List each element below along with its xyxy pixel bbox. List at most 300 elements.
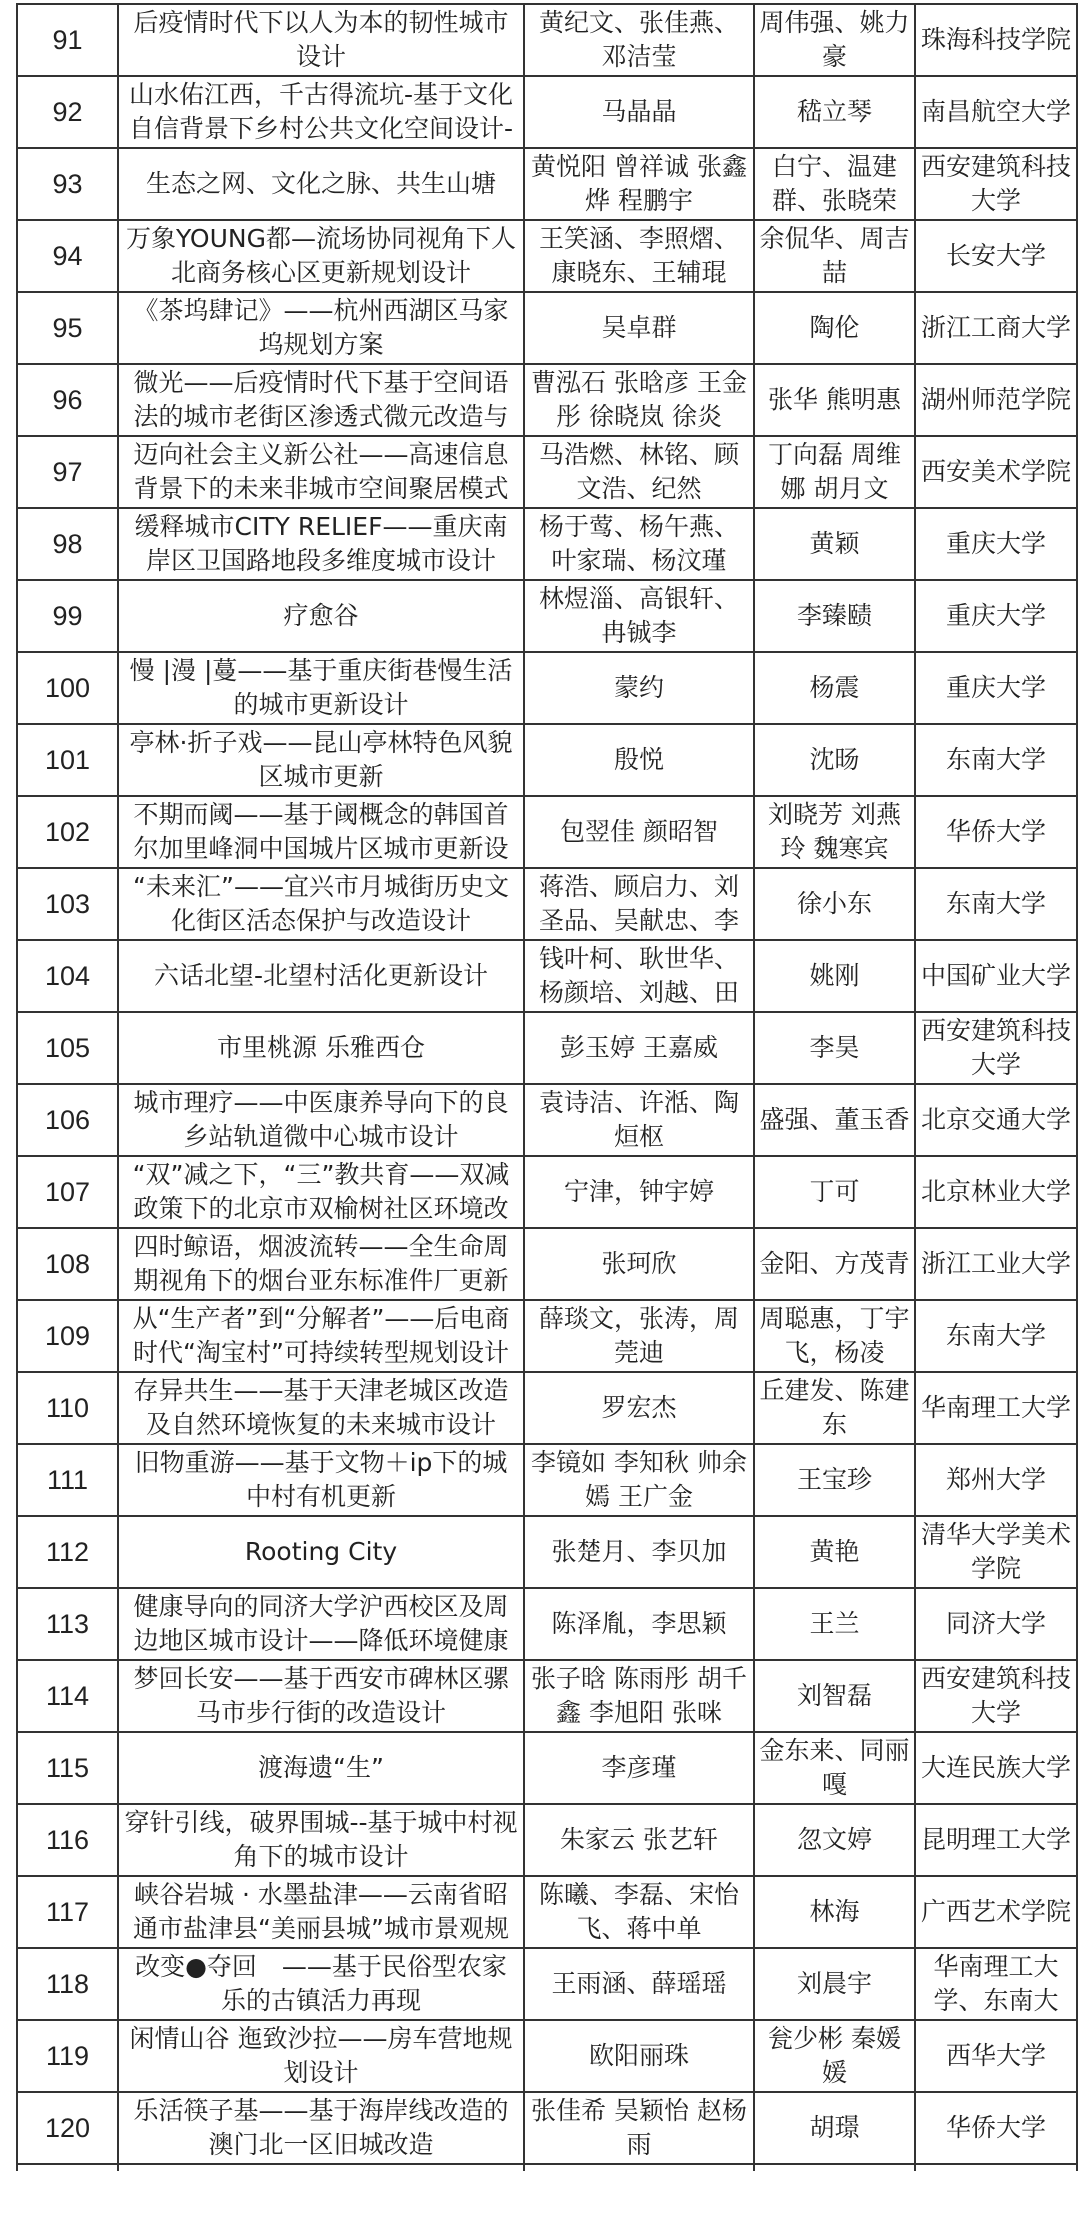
table-row bbox=[17, 724, 1077, 796]
row-number: 107 bbox=[44, 1177, 91, 1207]
student-names-cell bbox=[524, 1948, 754, 2020]
advisor-names: 张华 熊明惠 bbox=[768, 385, 901, 414]
row-number: 94 bbox=[52, 241, 83, 271]
advisor-names-cell bbox=[754, 1516, 915, 1588]
student-names-cell bbox=[524, 1516, 754, 1588]
project-title-cell bbox=[118, 1732, 524, 1804]
school-name-cell bbox=[915, 76, 1077, 148]
student-names: 罗宏杰 bbox=[601, 1393, 677, 1422]
project-title-cell bbox=[118, 76, 524, 148]
row-number-cell bbox=[17, 1084, 118, 1156]
award-list-table bbox=[16, 3, 1078, 2171]
row-number: 106 bbox=[44, 1105, 91, 1135]
project-title: 山水佑江西，千古得流坑-基于文化自信背景下乡村公共文化空间设计- bbox=[128, 80, 514, 143]
advisor-names-cell bbox=[754, 4, 915, 76]
student-names-cell bbox=[524, 1228, 754, 1300]
advisor-names-cell bbox=[754, 1372, 915, 1444]
advisor-names: 杨震 bbox=[809, 673, 860, 702]
project-title-cell bbox=[118, 148, 524, 220]
school-name: 北京林业大学 bbox=[920, 1177, 1071, 1206]
table-row bbox=[17, 2092, 1077, 2164]
student-names: 彭玉婷 王嘉威 bbox=[560, 1033, 718, 1062]
project-title-cell bbox=[118, 220, 524, 292]
table-row bbox=[17, 2020, 1077, 2092]
school-name: 东南大学 bbox=[945, 1321, 1046, 1350]
student-names-cell bbox=[524, 2092, 754, 2164]
row-number: 93 bbox=[52, 169, 83, 199]
project-title: 从“生产者”到“分解者”——后电商时代“淘宝村”可持续转型规划设计 bbox=[132, 1304, 510, 1367]
project-title: 存异共生——基于天津老城区改造及自然环境恢复的未来城市设计 bbox=[133, 1376, 509, 1439]
student-names-cell bbox=[524, 148, 754, 220]
student-names: 王笑涵、李照熠、康晓东、王辅琨 bbox=[538, 224, 739, 287]
table-row bbox=[17, 1948, 1077, 2020]
row-number: 119 bbox=[45, 2041, 90, 2071]
table-row bbox=[17, 652, 1077, 724]
advisor-names-cell bbox=[754, 868, 915, 940]
student-names-cell bbox=[524, 436, 754, 508]
school-name: 大连民族大学 bbox=[920, 1753, 1071, 1782]
row-number-cell bbox=[17, 1948, 118, 2020]
row-number: 101 bbox=[44, 745, 91, 775]
project-title: 城市理疗——中医康养导向下的良乡站轨道微中心城市设计 bbox=[133, 1088, 509, 1151]
advisor-names: 金东来、同丽嘎 bbox=[759, 1736, 910, 1799]
advisor-names-cell bbox=[754, 652, 915, 724]
partial-cell bbox=[754, 2164, 915, 2171]
student-names: 杨于莺、杨午燕、叶家瑞、杨汶瑾 bbox=[538, 512, 739, 575]
table-row bbox=[17, 868, 1077, 940]
school-name: 华南理工大学 bbox=[920, 1393, 1071, 1422]
table-row bbox=[17, 1660, 1077, 1732]
project-title-cell bbox=[118, 1948, 524, 2020]
school-name-cell bbox=[915, 508, 1077, 580]
table-row bbox=[17, 940, 1077, 1012]
project-title: 疗愈谷 bbox=[283, 601, 359, 630]
row-number: 98 bbox=[52, 529, 83, 559]
school-name-cell bbox=[915, 1084, 1077, 1156]
school-name: 华侨大学 bbox=[945, 817, 1046, 846]
school-name-cell bbox=[915, 220, 1077, 292]
advisor-names: 林海 bbox=[809, 1897, 860, 1926]
project-title: 万象YOUNG都—流场协同视角下人北商务核心区更新规划设计 bbox=[126, 224, 516, 287]
project-title-cell bbox=[118, 868, 524, 940]
table-row bbox=[17, 1372, 1077, 1444]
project-title-cell bbox=[118, 1012, 524, 1084]
advisor-names: 嵇立琴 bbox=[796, 97, 872, 126]
student-names: 马浩燃、林铭、顾文浩、纪然 bbox=[538, 440, 739, 503]
table-row bbox=[17, 1228, 1077, 1300]
row-number-cell bbox=[17, 4, 118, 76]
row-number: 112 bbox=[45, 1537, 90, 1567]
school-name-cell bbox=[915, 2092, 1077, 2164]
student-names-cell bbox=[524, 1876, 754, 1948]
school-name: 西安建筑科技大学 bbox=[920, 1016, 1071, 1079]
student-names-cell bbox=[524, 76, 754, 148]
project-title-cell bbox=[118, 1588, 524, 1660]
student-names: 张子晗 陈雨彤 胡千鑫 李旭阳 张咪 bbox=[531, 1664, 747, 1727]
project-title: 迈向社会主义新公社——高速信息背景下的未来非城市空间聚居模式 bbox=[133, 440, 509, 503]
row-number: 96 bbox=[52, 385, 83, 415]
project-title: 健康导向的同济大学沪西校区及周边地区城市设计——降低环境健康 bbox=[133, 1592, 509, 1655]
advisor-names-cell bbox=[754, 580, 915, 652]
row-number: 113 bbox=[45, 1609, 90, 1639]
project-title: 微光——后疫情时代下基于空间语法的城市老街区渗透式微元改造与 bbox=[133, 368, 509, 431]
advisor-names-cell bbox=[754, 940, 915, 1012]
project-title-cell bbox=[118, 2020, 524, 2092]
school-name-cell bbox=[915, 1588, 1077, 1660]
row-number-cell bbox=[17, 2020, 118, 2092]
student-names: 殷悦 bbox=[613, 745, 664, 774]
student-names-cell bbox=[524, 1156, 754, 1228]
student-names-cell bbox=[524, 1444, 754, 1516]
row-number-cell bbox=[17, 1012, 118, 1084]
row-number-cell bbox=[17, 1804, 118, 1876]
student-names-cell bbox=[524, 508, 754, 580]
advisor-names-cell bbox=[754, 1732, 915, 1804]
row-number: 117 bbox=[45, 1897, 90, 1927]
advisor-names-cell bbox=[754, 1444, 915, 1516]
row-number: 118 bbox=[45, 1969, 90, 1999]
advisor-names: 徐小东 bbox=[796, 889, 872, 918]
school-name: 华侨大学 bbox=[945, 2113, 1046, 2142]
project-title-cell bbox=[118, 652, 524, 724]
student-names-cell bbox=[524, 1300, 754, 1372]
advisor-names: 黄艳 bbox=[809, 1537, 860, 1566]
row-number-cell bbox=[17, 796, 118, 868]
advisor-names: 刘晨宇 bbox=[796, 1969, 872, 1998]
school-name-cell bbox=[915, 1804, 1077, 1876]
advisor-names: 刘晓芳 刘燕玲 魏寒宾 bbox=[768, 800, 901, 863]
row-number-cell bbox=[17, 1444, 118, 1516]
school-name-cell bbox=[915, 364, 1077, 436]
advisor-names-cell bbox=[754, 76, 915, 148]
student-names-cell bbox=[524, 724, 754, 796]
advisor-names-cell bbox=[754, 1876, 915, 1948]
project-title: Rooting City bbox=[244, 1537, 398, 1566]
project-title-cell bbox=[118, 1228, 524, 1300]
row-number: 91 bbox=[52, 25, 83, 55]
project-title: 旧物重游——基于文物＋ip下的城中村有机更新 bbox=[134, 1448, 508, 1511]
school-name: 东南大学 bbox=[945, 889, 1046, 918]
student-names: 马晶晶 bbox=[601, 97, 677, 126]
table-row bbox=[17, 1732, 1077, 1804]
project-title: 四时鲸语，烟波流转——全生命周期视角下的烟台亚东标准件厂更新 bbox=[133, 1232, 509, 1295]
school-name-cell bbox=[915, 1228, 1077, 1300]
row-number-cell bbox=[17, 1660, 118, 1732]
student-names: 袁诗洁、许湉、陶烜枢 bbox=[538, 1088, 739, 1151]
table-row bbox=[17, 796, 1077, 868]
school-name: 中国矿业大学 bbox=[920, 961, 1071, 990]
table-row bbox=[17, 364, 1077, 436]
advisor-names: 丁向磊 周维娜 胡月文 bbox=[768, 440, 901, 503]
student-names: 吴卓群 bbox=[601, 313, 677, 342]
student-names-cell bbox=[524, 580, 754, 652]
school-name: 重庆大学 bbox=[945, 601, 1046, 630]
table-body bbox=[17, 4, 1077, 2171]
row-number: 115 bbox=[45, 1753, 90, 1783]
project-title-cell bbox=[118, 1444, 524, 1516]
school-name-cell bbox=[915, 940, 1077, 1012]
student-names: 李镜如 李知秋 帅余嫣 王广金 bbox=[531, 1448, 747, 1511]
school-name-cell bbox=[915, 1372, 1077, 1444]
project-title-cell bbox=[118, 1804, 524, 1876]
row-number-cell bbox=[17, 364, 118, 436]
student-names-cell bbox=[524, 1732, 754, 1804]
advisor-names-cell bbox=[754, 796, 915, 868]
school-name-cell bbox=[915, 796, 1077, 868]
advisor-names-cell bbox=[754, 292, 915, 364]
row-number-cell bbox=[17, 508, 118, 580]
school-name: 北京交通大学 bbox=[920, 1105, 1071, 1134]
school-name: 广西艺术学院 bbox=[920, 1897, 1071, 1926]
project-title-cell bbox=[118, 4, 524, 76]
project-title: “未来汇”——宜兴市月城街历史文化街区活态保护与改造设计 bbox=[133, 872, 509, 935]
student-names-cell bbox=[524, 1588, 754, 1660]
student-names-cell bbox=[524, 1012, 754, 1084]
advisor-names: 白宁、温建群、张晓荣 bbox=[771, 152, 897, 215]
table-row bbox=[17, 1588, 1077, 1660]
project-title: 穿针引线，破界围城--基于城中村视角下的城市设计 bbox=[124, 1808, 518, 1871]
table-row bbox=[17, 148, 1077, 220]
project-title: 梦回长安——基于西安市碑林区骡马市步行街的改造设计 bbox=[133, 1664, 509, 1727]
advisor-names: 余侃华、周吉喆 bbox=[759, 224, 910, 287]
row-number-cell bbox=[17, 940, 118, 1012]
school-name-cell bbox=[915, 1300, 1077, 1372]
table-row bbox=[17, 1012, 1077, 1084]
row-number: 111 bbox=[46, 1465, 89, 1495]
school-name: 西安建筑科技大学 bbox=[920, 1664, 1071, 1727]
project-title: 六话北望-北望村活化更新设计 bbox=[153, 961, 489, 990]
project-title: 亭林·折子戏——昆山亭林特色风貌区城市更新 bbox=[129, 728, 513, 791]
project-title: 峡谷岩城 · 水墨盐津——云南省昭通市盐津县“美丽县城”城市景观规 bbox=[133, 1880, 509, 1943]
advisor-names-cell bbox=[754, 724, 915, 796]
student-names: 张珂欣 bbox=[601, 1249, 677, 1278]
advisor-names: 周聪惠，丁宇飞，杨凌 bbox=[759, 1304, 910, 1367]
student-names-cell bbox=[524, 1660, 754, 1732]
school-name-cell bbox=[915, 1876, 1077, 1948]
student-names-cell bbox=[524, 364, 754, 436]
row-number: 97 bbox=[52, 457, 83, 487]
school-name-cell bbox=[915, 1732, 1077, 1804]
project-title: 渡海遗“生” bbox=[258, 1753, 384, 1782]
project-title-cell bbox=[118, 508, 524, 580]
project-title-cell bbox=[118, 940, 524, 1012]
project-title-cell bbox=[118, 2092, 524, 2164]
project-title: 慢 |漫 |蔓——基于重庆街巷慢生活的城市更新设计 bbox=[129, 656, 513, 719]
project-title: 市里桃源 乐雅西仓 bbox=[217, 1033, 425, 1062]
student-names: 宁津，钟宇婷 bbox=[563, 1177, 714, 1206]
row-number: 102 bbox=[44, 817, 91, 847]
project-title-cell bbox=[118, 1084, 524, 1156]
table-row bbox=[17, 436, 1077, 508]
school-name: 西华大学 bbox=[945, 2041, 1046, 2070]
student-names-cell bbox=[524, 1804, 754, 1876]
row-number: 104 bbox=[44, 961, 91, 991]
project-title-cell bbox=[118, 364, 524, 436]
student-names: 黄悦阳 曾祥诚 张鑫烨 程鹏宇 bbox=[531, 152, 747, 215]
advisor-names-cell bbox=[754, 1588, 915, 1660]
student-names-cell bbox=[524, 220, 754, 292]
school-name-cell bbox=[915, 4, 1077, 76]
school-name: 昆明理工大学 bbox=[920, 1825, 1071, 1854]
school-name-cell bbox=[915, 1660, 1077, 1732]
school-name: 重庆大学 bbox=[945, 673, 1046, 702]
student-names-cell bbox=[524, 4, 754, 76]
project-title-cell bbox=[118, 1156, 524, 1228]
row-number: 110 bbox=[45, 1393, 90, 1423]
advisor-names: 胡璟 bbox=[809, 2113, 860, 2142]
row-number-cell bbox=[17, 2092, 118, 2164]
advisor-names: 金阳、方茂青 bbox=[759, 1249, 910, 1278]
advisor-names: 周伟强、姚力豪 bbox=[759, 8, 910, 71]
student-names: 张楚月、李贝加 bbox=[551, 1537, 727, 1566]
advisor-names-cell bbox=[754, 1300, 915, 1372]
school-name: 南昌航空大学 bbox=[920, 97, 1071, 126]
advisor-names: 李昊 bbox=[809, 1033, 860, 1062]
advisor-names: 刘智磊 bbox=[796, 1681, 872, 1710]
partial-next-row bbox=[17, 2164, 1077, 2171]
school-name: 郑州大学 bbox=[945, 1465, 1046, 1494]
advisor-names: 丁可 bbox=[809, 1177, 860, 1206]
row-number-cell bbox=[17, 1300, 118, 1372]
advisor-names-cell bbox=[754, 1804, 915, 1876]
school-name-cell bbox=[915, 148, 1077, 220]
project-title: 改变●夺回 ——基于民俗型农家乐的古镇活力再现 bbox=[135, 1952, 507, 2015]
school-name: 华南理工大学、东南大 bbox=[933, 1952, 1059, 2015]
table-row bbox=[17, 76, 1077, 148]
project-title-cell bbox=[118, 436, 524, 508]
row-number: 100 bbox=[44, 673, 91, 703]
project-title-cell bbox=[118, 292, 524, 364]
school-name: 清华大学美术学院 bbox=[920, 1520, 1071, 1583]
school-name-cell bbox=[915, 292, 1077, 364]
advisor-names-cell bbox=[754, 1660, 915, 1732]
school-name: 浙江工商大学 bbox=[920, 313, 1071, 342]
school-name-cell bbox=[915, 1444, 1077, 1516]
student-names: 陈曦、李磊、宋怡飞、蒋中单 bbox=[538, 1880, 739, 1943]
student-names-cell bbox=[524, 292, 754, 364]
row-number: 95 bbox=[52, 313, 83, 343]
row-number: 114 bbox=[45, 1681, 90, 1711]
advisor-names: 盛强、董玉香 bbox=[759, 1105, 910, 1134]
advisor-names-cell bbox=[754, 508, 915, 580]
table-row bbox=[17, 1516, 1077, 1588]
student-names: 张佳希 吴颖怡 赵杨雨 bbox=[531, 2096, 747, 2159]
table-row bbox=[17, 1804, 1077, 1876]
advisor-names: 姚刚 bbox=[809, 961, 860, 990]
school-name-cell bbox=[915, 2020, 1077, 2092]
school-name: 东南大学 bbox=[945, 745, 1046, 774]
advisor-names: 王宝珍 bbox=[796, 1465, 872, 1494]
school-name-cell bbox=[915, 436, 1077, 508]
school-name: 西安建筑科技大学 bbox=[920, 152, 1071, 215]
row-number-cell bbox=[17, 1876, 118, 1948]
advisor-names: 陶伦 bbox=[809, 313, 860, 342]
school-name: 西安美术学院 bbox=[920, 457, 1071, 486]
project-title: 闲情山谷 迤致沙拉——房车营地规划设计 bbox=[129, 2024, 513, 2087]
row-number-cell bbox=[17, 148, 118, 220]
school-name-cell bbox=[915, 652, 1077, 724]
advisor-names: 黄颖 bbox=[809, 529, 860, 558]
advisor-names-cell bbox=[754, 1012, 915, 1084]
project-title-cell bbox=[118, 1300, 524, 1372]
row-number: 92 bbox=[52, 97, 83, 127]
school-name-cell bbox=[915, 580, 1077, 652]
row-number-cell bbox=[17, 652, 118, 724]
advisor-names-cell bbox=[754, 1084, 915, 1156]
advisor-names: 丘建发、陈建东 bbox=[759, 1376, 910, 1439]
student-names-cell bbox=[524, 868, 754, 940]
row-number-cell bbox=[17, 724, 118, 796]
row-number-cell bbox=[17, 1516, 118, 1588]
student-names: 蒙约 bbox=[613, 673, 664, 702]
student-names: 薛琰文，张涛，周莞迪 bbox=[538, 1304, 739, 1367]
school-name: 浙江工业大学 bbox=[920, 1249, 1071, 1278]
student-names: 朱家云 张艺轩 bbox=[560, 1825, 718, 1854]
advisor-names: 沈旸 bbox=[809, 745, 860, 774]
project-title: 不期而阈——基于阈概念的韩国首尔加里峰洞中国城片区城市更新设 bbox=[133, 800, 509, 863]
table-row bbox=[17, 1084, 1077, 1156]
partial-cell bbox=[118, 2164, 524, 2171]
project-title: 后疫情时代下以人为本的韧性城市设计 bbox=[133, 8, 509, 71]
student-names-cell bbox=[524, 796, 754, 868]
project-title-cell bbox=[118, 1660, 524, 1732]
advisor-names: 瓮少彬 秦媛媛 bbox=[768, 2024, 901, 2087]
advisor-names-cell bbox=[754, 1228, 915, 1300]
student-names: 王雨涵、薛瑶瑶 bbox=[551, 1969, 727, 1998]
advisor-names-cell bbox=[754, 148, 915, 220]
table-row bbox=[17, 1444, 1077, 1516]
advisor-names: 李臻赜 bbox=[796, 601, 872, 630]
table-row bbox=[17, 1156, 1077, 1228]
student-names-cell bbox=[524, 2020, 754, 2092]
project-title: “双”减之下，“三”教共育——双减政策下的北京市双榆树社区环境改 bbox=[132, 1160, 510, 1223]
partial-cell bbox=[17, 2164, 118, 2171]
partial-cell bbox=[915, 2164, 1077, 2171]
school-name-cell bbox=[915, 1012, 1077, 1084]
table-row bbox=[17, 4, 1077, 76]
row-number: 109 bbox=[44, 1321, 91, 1351]
table-row bbox=[17, 220, 1077, 292]
advisor-names-cell bbox=[754, 220, 915, 292]
project-title: 缓释城市CITY RELIEF——重庆南岸区卫国路地段多维度城市设计 bbox=[134, 512, 508, 575]
advisor-names-cell bbox=[754, 2020, 915, 2092]
student-names: 李彦瑾 bbox=[601, 1753, 677, 1782]
school-name: 同济大学 bbox=[945, 1609, 1046, 1638]
row-number: 116 bbox=[45, 1825, 90, 1855]
row-number: 108 bbox=[44, 1249, 91, 1279]
table-row bbox=[17, 1876, 1077, 1948]
student-names: 林煜淄、高银轩、冉铖李 bbox=[538, 584, 739, 647]
row-number-cell bbox=[17, 220, 118, 292]
row-number-cell bbox=[17, 580, 118, 652]
row-number: 103 bbox=[44, 889, 91, 919]
project-title-cell bbox=[118, 580, 524, 652]
student-names-cell bbox=[524, 652, 754, 724]
student-names: 欧阳丽珠 bbox=[588, 2041, 689, 2070]
project-title-cell bbox=[118, 724, 524, 796]
partial-cell bbox=[524, 2164, 754, 2171]
student-names: 包翌佳 颜昭智 bbox=[560, 817, 718, 846]
student-names: 陈泽胤，李思颖 bbox=[551, 1609, 727, 1638]
school-name-cell bbox=[915, 1156, 1077, 1228]
table-row bbox=[17, 508, 1077, 580]
row-number-cell bbox=[17, 1588, 118, 1660]
student-names-cell bbox=[524, 940, 754, 1012]
row-number-cell bbox=[17, 1156, 118, 1228]
advisor-names: 忽文婷 bbox=[796, 1825, 872, 1854]
advisor-names-cell bbox=[754, 2092, 915, 2164]
student-names: 钱叶柯、耿世华、杨颜培、刘越、田 bbox=[538, 944, 739, 1007]
